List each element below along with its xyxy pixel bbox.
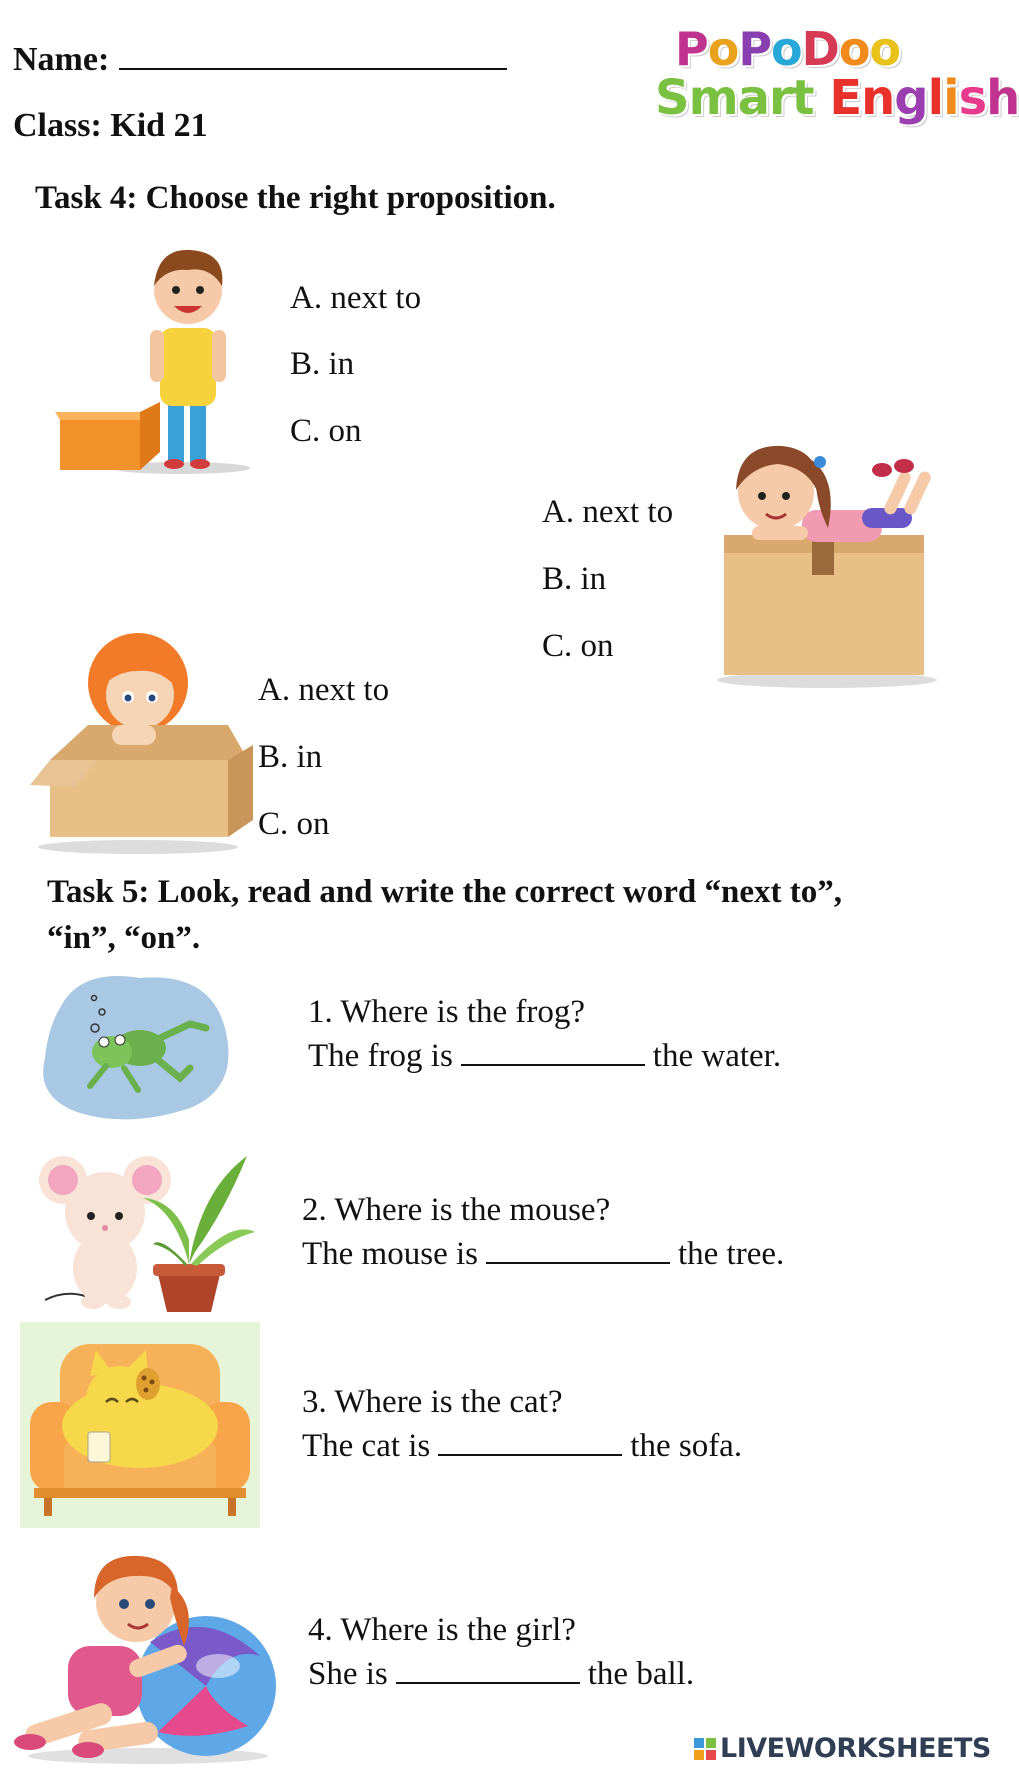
logo-letter: E bbox=[829, 70, 862, 126]
girl-next-to-ball-image bbox=[8, 1536, 268, 1766]
task5-item3-sentence bbox=[302, 1424, 742, 1468]
girl-in-box-image bbox=[28, 625, 258, 855]
logo-letter: P bbox=[738, 22, 772, 76]
name-blank[interactable] bbox=[119, 38, 507, 70]
frog-in-water-image bbox=[40, 968, 240, 1128]
sentence-before: The mouse is bbox=[302, 1236, 478, 1272]
task4-group3-option-a[interactable]: A. next to bbox=[258, 672, 390, 708]
logo-letter: i bbox=[943, 70, 959, 126]
logo-letter: g bbox=[894, 70, 928, 126]
name-label-row bbox=[13, 38, 507, 79]
task4-group1-option-b[interactable]: B. in bbox=[290, 346, 355, 382]
task4-group3-option-b[interactable]: B. in bbox=[258, 739, 323, 775]
task5-item4-sentence bbox=[308, 1652, 694, 1696]
answer-blank-2[interactable] bbox=[486, 1234, 670, 1264]
logo-line-smart-english bbox=[655, 70, 1019, 126]
logo-line-popodoo bbox=[675, 22, 901, 76]
answer-blank-3[interactable] bbox=[438, 1426, 622, 1456]
task5-item2-question: 2. Where is the mouse? bbox=[302, 1192, 611, 1228]
answer-blank-1[interactable] bbox=[461, 1036, 645, 1066]
name-label: Name: bbox=[13, 41, 110, 78]
task5-item3 bbox=[302, 1380, 742, 1468]
sentence-after: the ball. bbox=[587, 1656, 695, 1692]
sentence-after: the water. bbox=[652, 1038, 782, 1074]
logo-letter: l bbox=[927, 70, 944, 126]
logo-letter: m bbox=[688, 70, 738, 126]
logo-letter: r bbox=[768, 70, 792, 126]
task5-title-line2: “in”, “on”. bbox=[47, 920, 201, 956]
task4-group1-option-a[interactable]: A. next to bbox=[290, 280, 422, 316]
liveworksheets-brand bbox=[694, 1733, 991, 1764]
sentence-before: The cat is bbox=[302, 1428, 431, 1464]
task5-item4-question: 4. Where is the girl? bbox=[308, 1612, 576, 1648]
logo-letter: o bbox=[771, 22, 802, 76]
task4-group2-option-a[interactable]: A. next to bbox=[542, 494, 674, 530]
task5-item1 bbox=[308, 990, 781, 1078]
task4-group1-option-c[interactable]: C. on bbox=[290, 413, 362, 449]
logo-letter: P bbox=[675, 22, 708, 76]
task5-item2 bbox=[302, 1188, 784, 1276]
task5-title-line1: Task 5: Look, read and write the correct word “next to”, bbox=[47, 874, 842, 910]
task4-title: Task 4: Choose the right proposition. bbox=[35, 180, 556, 216]
liveworksheets-logo-icon bbox=[694, 1738, 716, 1760]
logo-letter: h bbox=[986, 70, 1019, 126]
logo-letter: n bbox=[861, 70, 895, 126]
task5-item2-sentence bbox=[302, 1232, 784, 1276]
task5-item3-question: 3. Where is the cat? bbox=[302, 1384, 563, 1420]
sentence-before: The frog is bbox=[308, 1038, 453, 1074]
girl-on-box-image bbox=[712, 430, 942, 690]
task4-group3-option-c[interactable]: C. on bbox=[258, 806, 330, 842]
popodoo-logo bbox=[655, 22, 1019, 132]
sentence-after: the sofa. bbox=[630, 1428, 743, 1464]
answer-blank-4[interactable] bbox=[396, 1654, 580, 1684]
sentence-before: She is bbox=[308, 1656, 388, 1692]
task4-group2-option-b[interactable]: B. in bbox=[542, 561, 607, 597]
task5-item1-question: 1. Where is the frog? bbox=[308, 994, 586, 1030]
task4-group2-option-c[interactable]: C. on bbox=[542, 628, 614, 664]
logo-letter: t bbox=[791, 70, 814, 126]
logo-letter: D bbox=[801, 22, 839, 76]
logo-letter: S bbox=[655, 70, 689, 126]
boy-next-to-box-image bbox=[50, 230, 250, 470]
logo-letter: o bbox=[838, 22, 870, 76]
mouse-next-to-plant-image bbox=[25, 1140, 255, 1320]
task5-item4 bbox=[308, 1608, 694, 1696]
liveworksheets-text: LIVEWORKSHEETS bbox=[720, 1733, 991, 1764]
logo-letter: s bbox=[958, 70, 987, 126]
cat-on-sofa-image bbox=[20, 1322, 260, 1528]
class-label: Class: Kid 21 bbox=[13, 107, 208, 144]
logo-letter: o bbox=[869, 22, 901, 76]
sentence-after: the tree. bbox=[677, 1236, 785, 1272]
task5-item1-sentence bbox=[308, 1034, 781, 1078]
logo-letter: a bbox=[737, 70, 769, 126]
logo-letter: o bbox=[707, 22, 739, 76]
